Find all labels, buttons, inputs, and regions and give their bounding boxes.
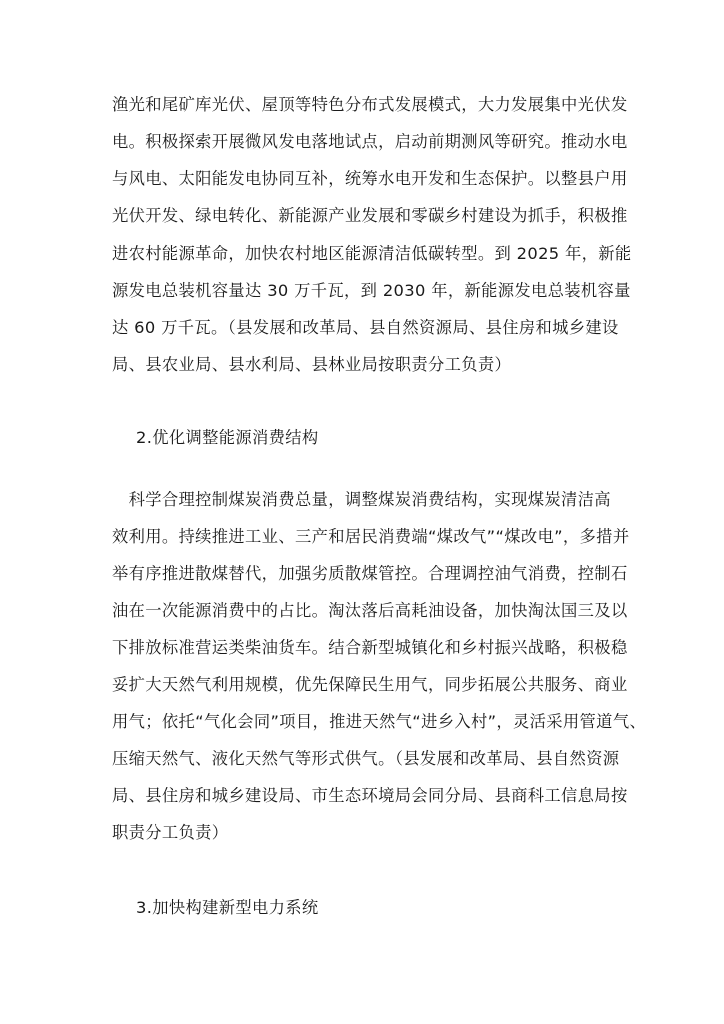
paragraph2-line-7: 用气；依托“气化会同”项目，推进天然气“进乡入村”，灵活采用管道气、 [112, 712, 647, 731]
paragraph1-line-2: 电。积极探索开展微风发电落地试点，启动前期测风等研究。推动水电 [112, 132, 628, 151]
paragraph2-line-3: 举有序推进散煤替代，加强劣质散煤管控。合理调控油气消费，控制石 [112, 564, 628, 583]
section-heading-3: 3.加快构建新型电力系统 [136, 898, 319, 917]
paragraph2-line-10: 职责分工负责） [112, 823, 229, 842]
paragraph2-line-1: 科学合理控制煤炭消费总量，调整煤炭消费结构，实现煤炭清洁高 [112, 490, 611, 509]
paragraph2-line-6: 妥扩大天然气利用规模，优先保障民生用气，同步拓展公共服务、商业 [112, 675, 628, 694]
paragraph1-line-1: 渔光和尾矿库光伏、屋顶等特色分布式发展模式，大力发展集中光伏发 [112, 95, 628, 114]
paragraph1-line-5: 进农村能源革命，加快农村地区能源清洁低碳转型。到 2025 年，新能 [112, 244, 632, 263]
paragraph1-line-6: 源发电总装机容量达 30 万千瓦，到 2030 年，新能源发电总装机容量 [112, 281, 631, 300]
paragraph1-line-4: 光伏开发、绿电转化、新能源产业发展和零碳乡村建设为抓手，积极推 [112, 206, 628, 225]
paragraph1-line-3: 与风电、太阳能发电协同互补，统筹水电开发和生态保护。以整县户用 [112, 169, 628, 188]
paragraph2-line-9: 局、县住房和城乡建设局、市生态环境局会同分局、县商科工信息局按 [112, 786, 628, 805]
paragraph1-line-7: 达 60 万千瓦。（县发展和改革局、县自然资源局、县住房和城乡建设 [112, 318, 619, 337]
section-heading-2: 2.优化调整能源消费结构 [136, 428, 319, 447]
paragraph2-line-8: 压缩天然气、液化天然气等形式供气。（县发展和改革局、县自然资源 [112, 749, 620, 768]
paragraph1-line-8: 局、县农业局、县水利局、县林业局按职责分工负责） [112, 355, 512, 374]
paragraph2-line-5: 下排放标准营运类柴油货车。结合新型城镇化和乡村振兴战略，积极稳 [112, 638, 628, 657]
paragraph2-line-2: 效利用。持续推进工业、三产和居民消费端“煤改气”“煤改电”，多措并 [112, 527, 630, 546]
paragraph2-line-4: 油在一次能源消费中的占比。淘汰落后高耗油设备，加快淘汰国三及以 [112, 601, 628, 620]
